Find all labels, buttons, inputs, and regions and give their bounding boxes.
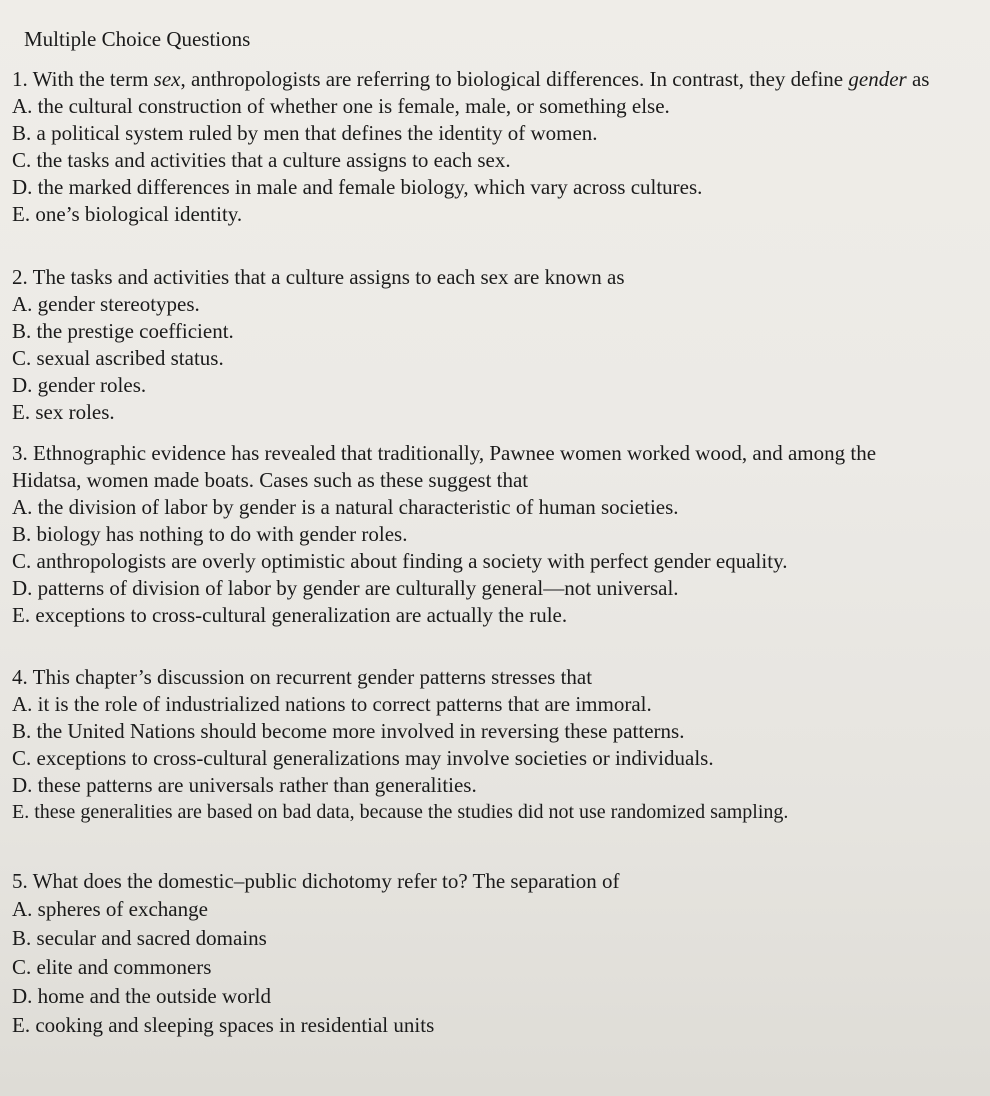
question-1 bbox=[0, 66, 970, 228]
question-3-number: 3. bbox=[12, 441, 28, 465]
option-e: E. these generalities are based on bad data, because the studies did not use randomized sampling. bbox=[12, 801, 789, 823]
option-e: E. one’s biological identity. bbox=[12, 202, 243, 226]
question-4-stem: 4. This chapter’s discussion on recurrent gender patterns stresses that bbox=[12, 665, 593, 689]
option-c: C. anthropologists are overly optimistic about finding a society with perfect gender equality. bbox=[12, 549, 788, 573]
option-b: B. the United Nations should become more involved in reversing these patterns. bbox=[12, 719, 685, 743]
question-5 bbox=[0, 868, 970, 1040]
question-4-options bbox=[0, 691, 970, 826]
question-2-number: 2. bbox=[12, 265, 28, 289]
question-1-stem: 1. With the term sex, anthropologists are referring to biological differences. In contrast, they define gender as bbox=[12, 67, 930, 91]
option-b: B. secular and sacred domains bbox=[12, 926, 267, 950]
question-4-number: 4. bbox=[12, 665, 28, 689]
option-c: C. elite and commoners bbox=[12, 955, 212, 979]
question-2 bbox=[0, 264, 970, 426]
question-5-number: 5. bbox=[12, 869, 28, 893]
option-a: A. it is the role of industrialized nations to correct patterns that are immoral. bbox=[12, 692, 652, 716]
question-3 bbox=[0, 440, 900, 629]
option-d: D. the marked differences in male and female biology, which vary across cultures. bbox=[12, 175, 703, 199]
option-c: C. the tasks and activities that a culture assigns to each sex. bbox=[12, 148, 511, 172]
option-c: C. exceptions to cross-cultural generalizations may involve societies or individuals. bbox=[12, 746, 714, 770]
option-c: C. sexual ascribed status. bbox=[12, 346, 224, 370]
option-a: A. spheres of exchange bbox=[12, 897, 208, 921]
option-b: B. the prestige coefficient. bbox=[12, 319, 234, 343]
question-4 bbox=[0, 664, 970, 826]
option-a: A. gender stereotypes. bbox=[12, 292, 200, 316]
question-2-options bbox=[0, 291, 970, 426]
option-d: D. patterns of division of labor by gender are culturally general—not universal. bbox=[12, 576, 679, 600]
option-b: B. a political system ruled by men that defines the identity of women. bbox=[12, 121, 598, 145]
option-e: E. cooking and sleeping spaces in residential units bbox=[12, 1013, 435, 1037]
question-5-stem: 5. What does the domestic–public dichotomy refer to? The separation of bbox=[12, 869, 620, 893]
question-3-options bbox=[0, 494, 900, 629]
option-d: D. these patterns are universals rather than generalities. bbox=[12, 773, 477, 797]
question-1-number: 1. bbox=[12, 67, 28, 91]
section-title: Multiple Choice Questions bbox=[24, 27, 251, 51]
option-d: D. home and the outside world bbox=[12, 984, 271, 1008]
question-5-options bbox=[0, 895, 970, 1040]
question-1-options bbox=[0, 93, 970, 228]
option-d: D. gender roles. bbox=[12, 373, 147, 397]
question-3-stem: 3. Ethnographic evidence has revealed that traditionally, Pawnee women worked wood, and among the Hidatsa, women made boats. Cases such as these suggest that bbox=[12, 441, 877, 492]
option-e: E. sex roles. bbox=[12, 400, 115, 424]
option-a: A. the cultural construction of whether one is female, male, or something else. bbox=[12, 94, 670, 118]
option-a: A. the division of labor by gender is a natural characteristic of human societies. bbox=[12, 495, 679, 519]
option-b: B. biology has nothing to do with gender roles. bbox=[12, 522, 408, 546]
question-2-stem: 2. The tasks and activities that a culture assigns to each sex are known as bbox=[12, 265, 625, 289]
option-e: E. exceptions to cross-cultural generalization are actually the rule. bbox=[12, 603, 568, 627]
